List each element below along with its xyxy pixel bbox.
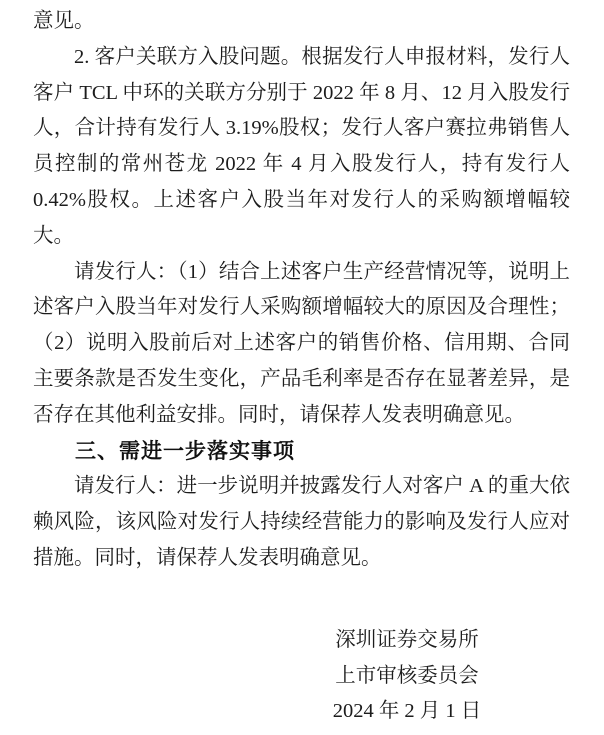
signature-block	[297, 623, 517, 730]
paragraph-item2-customer-shareholding: 2. 客户关联方入股问题。根据发行人申报材料，发行人客户 TCL 中环的关联方分别于 2022 年 8 月、12 月入股发行人，合计持有发行人 3.19%股权；发行人客户赛拉弗销售人员控制的常州苍龙 2022 年 4 月入股发行人，持有发行人 0.42%股权。上述客户入股当年对发行人的采购额增幅较大。	[33, 45, 570, 247]
signature-committee: 上市审核委员会	[335, 664, 479, 687]
paragraph-request-to-issuer-2: 请发行人：进一步说明并披露发行人对客户 A 的重大依赖风险，该风险对发行人持续经营能力的影响及发行人应对措施。同时，请保荐人发表明确意见。	[33, 475, 570, 569]
signature-date: 2024 年 2 月 1 日	[332, 700, 482, 723]
signature-organization: 深圳证券交易所	[335, 628, 479, 651]
paragraph-request-to-issuer-1: 请发行人：（1）结合上述客户生产经营情况等，说明上述客户入股当年对发行人采购额增幅较大的原因及合理性；（2）说明入股前后对上述客户的销售价格、信用期、合同主要条款是否发生变化，产品毛利率是否存在显著差异，是否存在其他利益安排。同时，请保荐人发表明确意见。	[33, 260, 570, 426]
section-heading-further-implementation: 三、需进一步落实事项	[75, 439, 295, 463]
paragraph-continuation: 意见。	[33, 10, 95, 32]
